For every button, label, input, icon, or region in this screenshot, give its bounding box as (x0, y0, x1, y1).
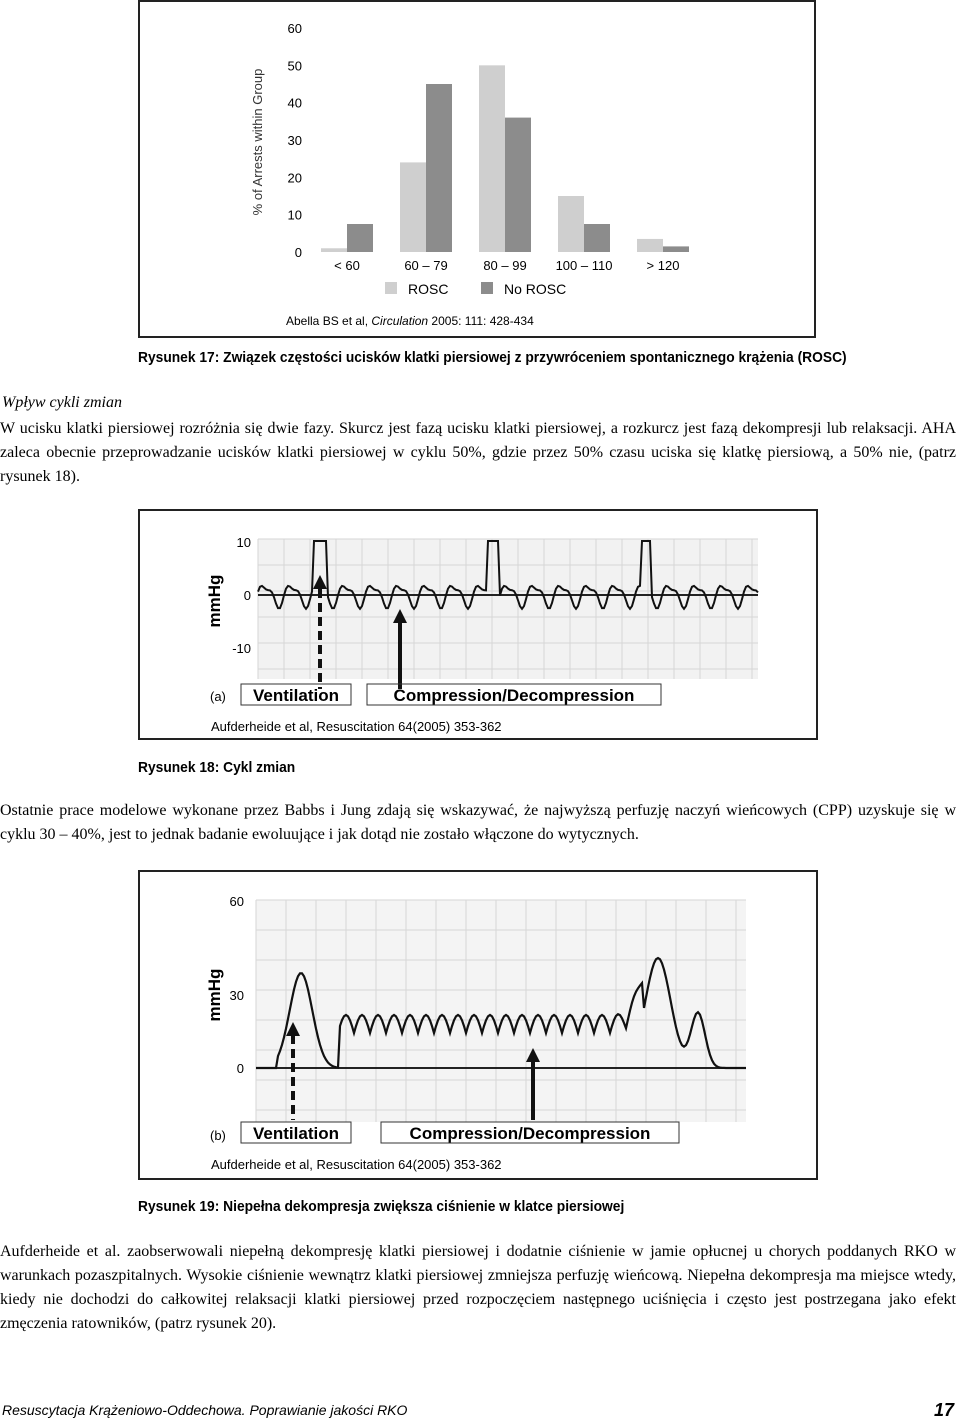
x-tick-label: 100 – 110 (555, 258, 613, 273)
y-tick-minus-10: -10 (232, 641, 251, 656)
ventilation-label: Ventilation (253, 686, 339, 705)
y-axis-label: mmHg (205, 968, 224, 1022)
legend-label-rosc: ROSC (408, 281, 449, 297)
compression-label: Compression/Decompression (409, 1124, 651, 1143)
figure-17-bar-chart (138, 0, 816, 338)
legend-swatch-no-rosc (481, 282, 493, 294)
paragraph-text: Aufderheide et al. zaobserwowali niepełną dekompresję klatki piersiowej i dodatnie ciśnienie w jamie opłucnej u chorych poddanych RKO w warunkach pozaszpitalnych. Wysokie ciśnienie wewnątrz klatki piersiowej zmniejsza perfuzję wieńcową. Niepełna dekompresja ma miejsce wtedy, kiedy nie dochodzi do całkowitej relaksacji klatki piersiowej przed rozpoczęciem następnego uciśnięcia i często jest postrzegana jako efekt zmęczenia ratowników, (patrz rysunek 20). (0, 1243, 956, 1332)
x-tick-label: 80 – 99 (483, 258, 527, 273)
ventilation-label: Ventilation (253, 1124, 339, 1143)
y-tick-label: 20 (287, 170, 302, 186)
x-tick-labels (334, 258, 679, 273)
y-axis-label: % of Arrests within Group (250, 68, 265, 216)
y-tick-label: 10 (287, 207, 302, 223)
bar-rosc (558, 196, 584, 252)
y-tick-label: 50 (287, 58, 302, 74)
x-tick-label: 60 – 79 (404, 258, 448, 273)
y-tick-0: 0 (243, 588, 251, 603)
y-tick-60: 60 (229, 894, 244, 909)
source-authors: Abella BS et al, (286, 314, 372, 328)
source-details: 2005: 111: 428-434 (428, 314, 534, 328)
y-tick-label: 0 (294, 245, 302, 260)
compression-label: Compression/Decompression (393, 686, 635, 705)
y-tick-labels (288, 21, 302, 260)
section-heading: Wpływ cykli zmian (2, 394, 122, 411)
bar-no-rosc (426, 84, 452, 252)
footer-title: Resuscytacja Krążeniowo-Oddechowa. Poprawianie jakości RKO (2, 1402, 408, 1418)
panel-label-a: (a) (210, 689, 226, 704)
bar-no-rosc (663, 246, 689, 252)
paragraph-3 (0, 1240, 956, 1336)
figure-17-caption: Rysunek 17: Związek częstości ucisków klatki piersiowej z przywróceniem spontanicznego krążenia (ROSC) (138, 349, 847, 366)
figure-19-source: Aufderheide et al, Resuscitation 64(2005) 353-362 (211, 1157, 502, 1172)
bar-rosc (637, 239, 663, 252)
y-tick-10: 10 (236, 535, 251, 550)
bar-no-rosc (505, 118, 531, 252)
legend-swatch-rosc (385, 282, 397, 294)
x-tick-label: > 120 (646, 258, 680, 273)
bar-no-rosc (347, 224, 373, 252)
section-paragraph (0, 417, 956, 489)
page-number: 17 (933, 1400, 954, 1420)
figure-18-waveform-chart (138, 509, 818, 740)
y-tick-label: 40 (287, 95, 302, 111)
y-axis-label: mmHg (205, 574, 224, 628)
paragraph-text: W ucisku klatki piersiowej rozróżnia się dwie fazy. Skurcz jest fazą ucisku klatki piersiowej, a rozkurcz jest fazą dekompresji lub relaksacji. AHA zaleca obecnie przeprowadzanie ucisków klatki piersiowej w cyklu 50%, gdzie przez 50% czasu uciska się klatkę piersiową, a 50% nie, (patrz rysunek 18). (0, 420, 956, 485)
figure-19-waveform-chart (138, 870, 818, 1180)
y-tick-label: 60 (287, 21, 302, 36)
y-tick-0: 0 (236, 1061, 244, 1076)
bars (321, 65, 689, 252)
y-tick-30: 30 (229, 988, 244, 1003)
y-tick-label: 30 (287, 133, 302, 148)
paragraph-text: Ostatnie prace modelowe wykonane przez Babbs i Jung zdają się wskazywać, że najwyższą perfuzję naczyń wieńcowych (CPP) uzyskuje się w cyklu 30 – 40%, jest to jednak badanie ewoluujące i jak dotąd nie zostało włączone do wytycznych. (0, 802, 956, 843)
source-journal: Circulation (371, 314, 429, 328)
legend-label-no-rosc: No ROSC (504, 281, 567, 297)
figure-18-source: Aufderheide et al, Resuscitation 64(2005) 353-362 (211, 719, 502, 734)
x-tick-label: < 60 (334, 258, 360, 273)
paragraph-2 (0, 799, 956, 847)
bar-rosc (321, 248, 347, 252)
figure-17-source (286, 314, 534, 328)
bar-rosc (400, 162, 426, 252)
panel-label-b: (b) (210, 1128, 226, 1143)
figure-19-caption: Rysunek 19: Niepełna dekompresja zwiększa ciśnienie w klatce piersiowej (138, 1198, 625, 1215)
figure-18-caption: Rysunek 18: Cykl zmian (138, 759, 296, 776)
bar-rosc (479, 65, 505, 252)
bar-no-rosc (584, 224, 610, 252)
